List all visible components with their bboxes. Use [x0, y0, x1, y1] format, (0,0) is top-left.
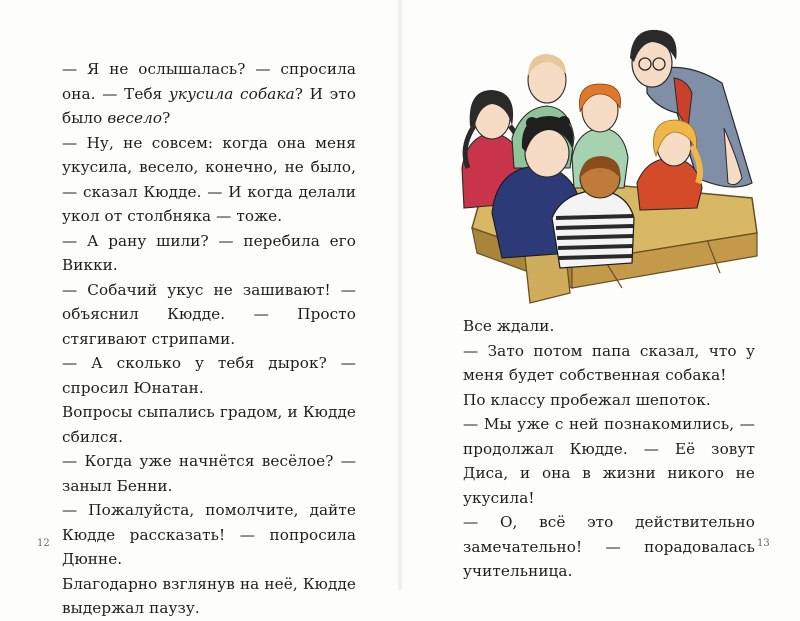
paragraph: — Когда уже начнётся весёлое? — заныл Бенни. [62, 452, 356, 495]
paragraph: — Собачий укус не зашивают! — объяснил Кюдде. — Просто стягивают стрипами. [62, 280, 356, 348]
paragraph: Все ждали. [463, 317, 555, 335]
paragraph: — Зато потом папа сказал, что у меня будет собственная собака! [463, 341, 755, 384]
paragraph: — А сколько у тебя дырок? — спросил Юнатан. [62, 354, 356, 397]
left-page [0, 0, 400, 617]
paragraph: — А рану шили? — перебила его Викки. [62, 231, 356, 274]
page-number-right: 13 [757, 538, 770, 549]
italic-text: весело [107, 109, 163, 127]
paragraph: — Мы уже с ней познакомились, — продолжал Кюдде. — Её зовут Диса, и она в жизни никого не укусила! [463, 415, 755, 507]
italic-text: укусила собака [169, 84, 295, 103]
paragraph: По классу пробежал шепоток. [463, 390, 711, 409]
paragraph: Благодарно взглянув на неё, Кюдде выдержал паузу. [62, 574, 356, 617]
paragraph: — Пожалуйста, помолчите, дайте Кюдде рассказать! — попросила Дюнне. [62, 501, 356, 568]
paragraph: — Я не ослышалась? — спросила она. — Тебя укусила собака? И это было весело? [62, 60, 356, 127]
paragraph: — О, всё это действительно замечательно! — порадовалась учительница. [463, 513, 755, 580]
teacher [630, 30, 752, 187]
left-page-text [62, 57, 356, 621]
blonde-girl [637, 120, 702, 210]
paragraph: — Ну, не совсем: когда она меня укусила, весело, конечно, не было, — сказал Кюдде. — И когда делали укол от столбняка — тоже. [62, 133, 356, 225]
paragraph: Вопросы сыпались градом, и Кюдде сбился. [62, 403, 356, 446]
right-page-text [463, 314, 755, 584]
page-number-left: 12 [37, 538, 50, 549]
classroom-illustration [452, 18, 772, 308]
